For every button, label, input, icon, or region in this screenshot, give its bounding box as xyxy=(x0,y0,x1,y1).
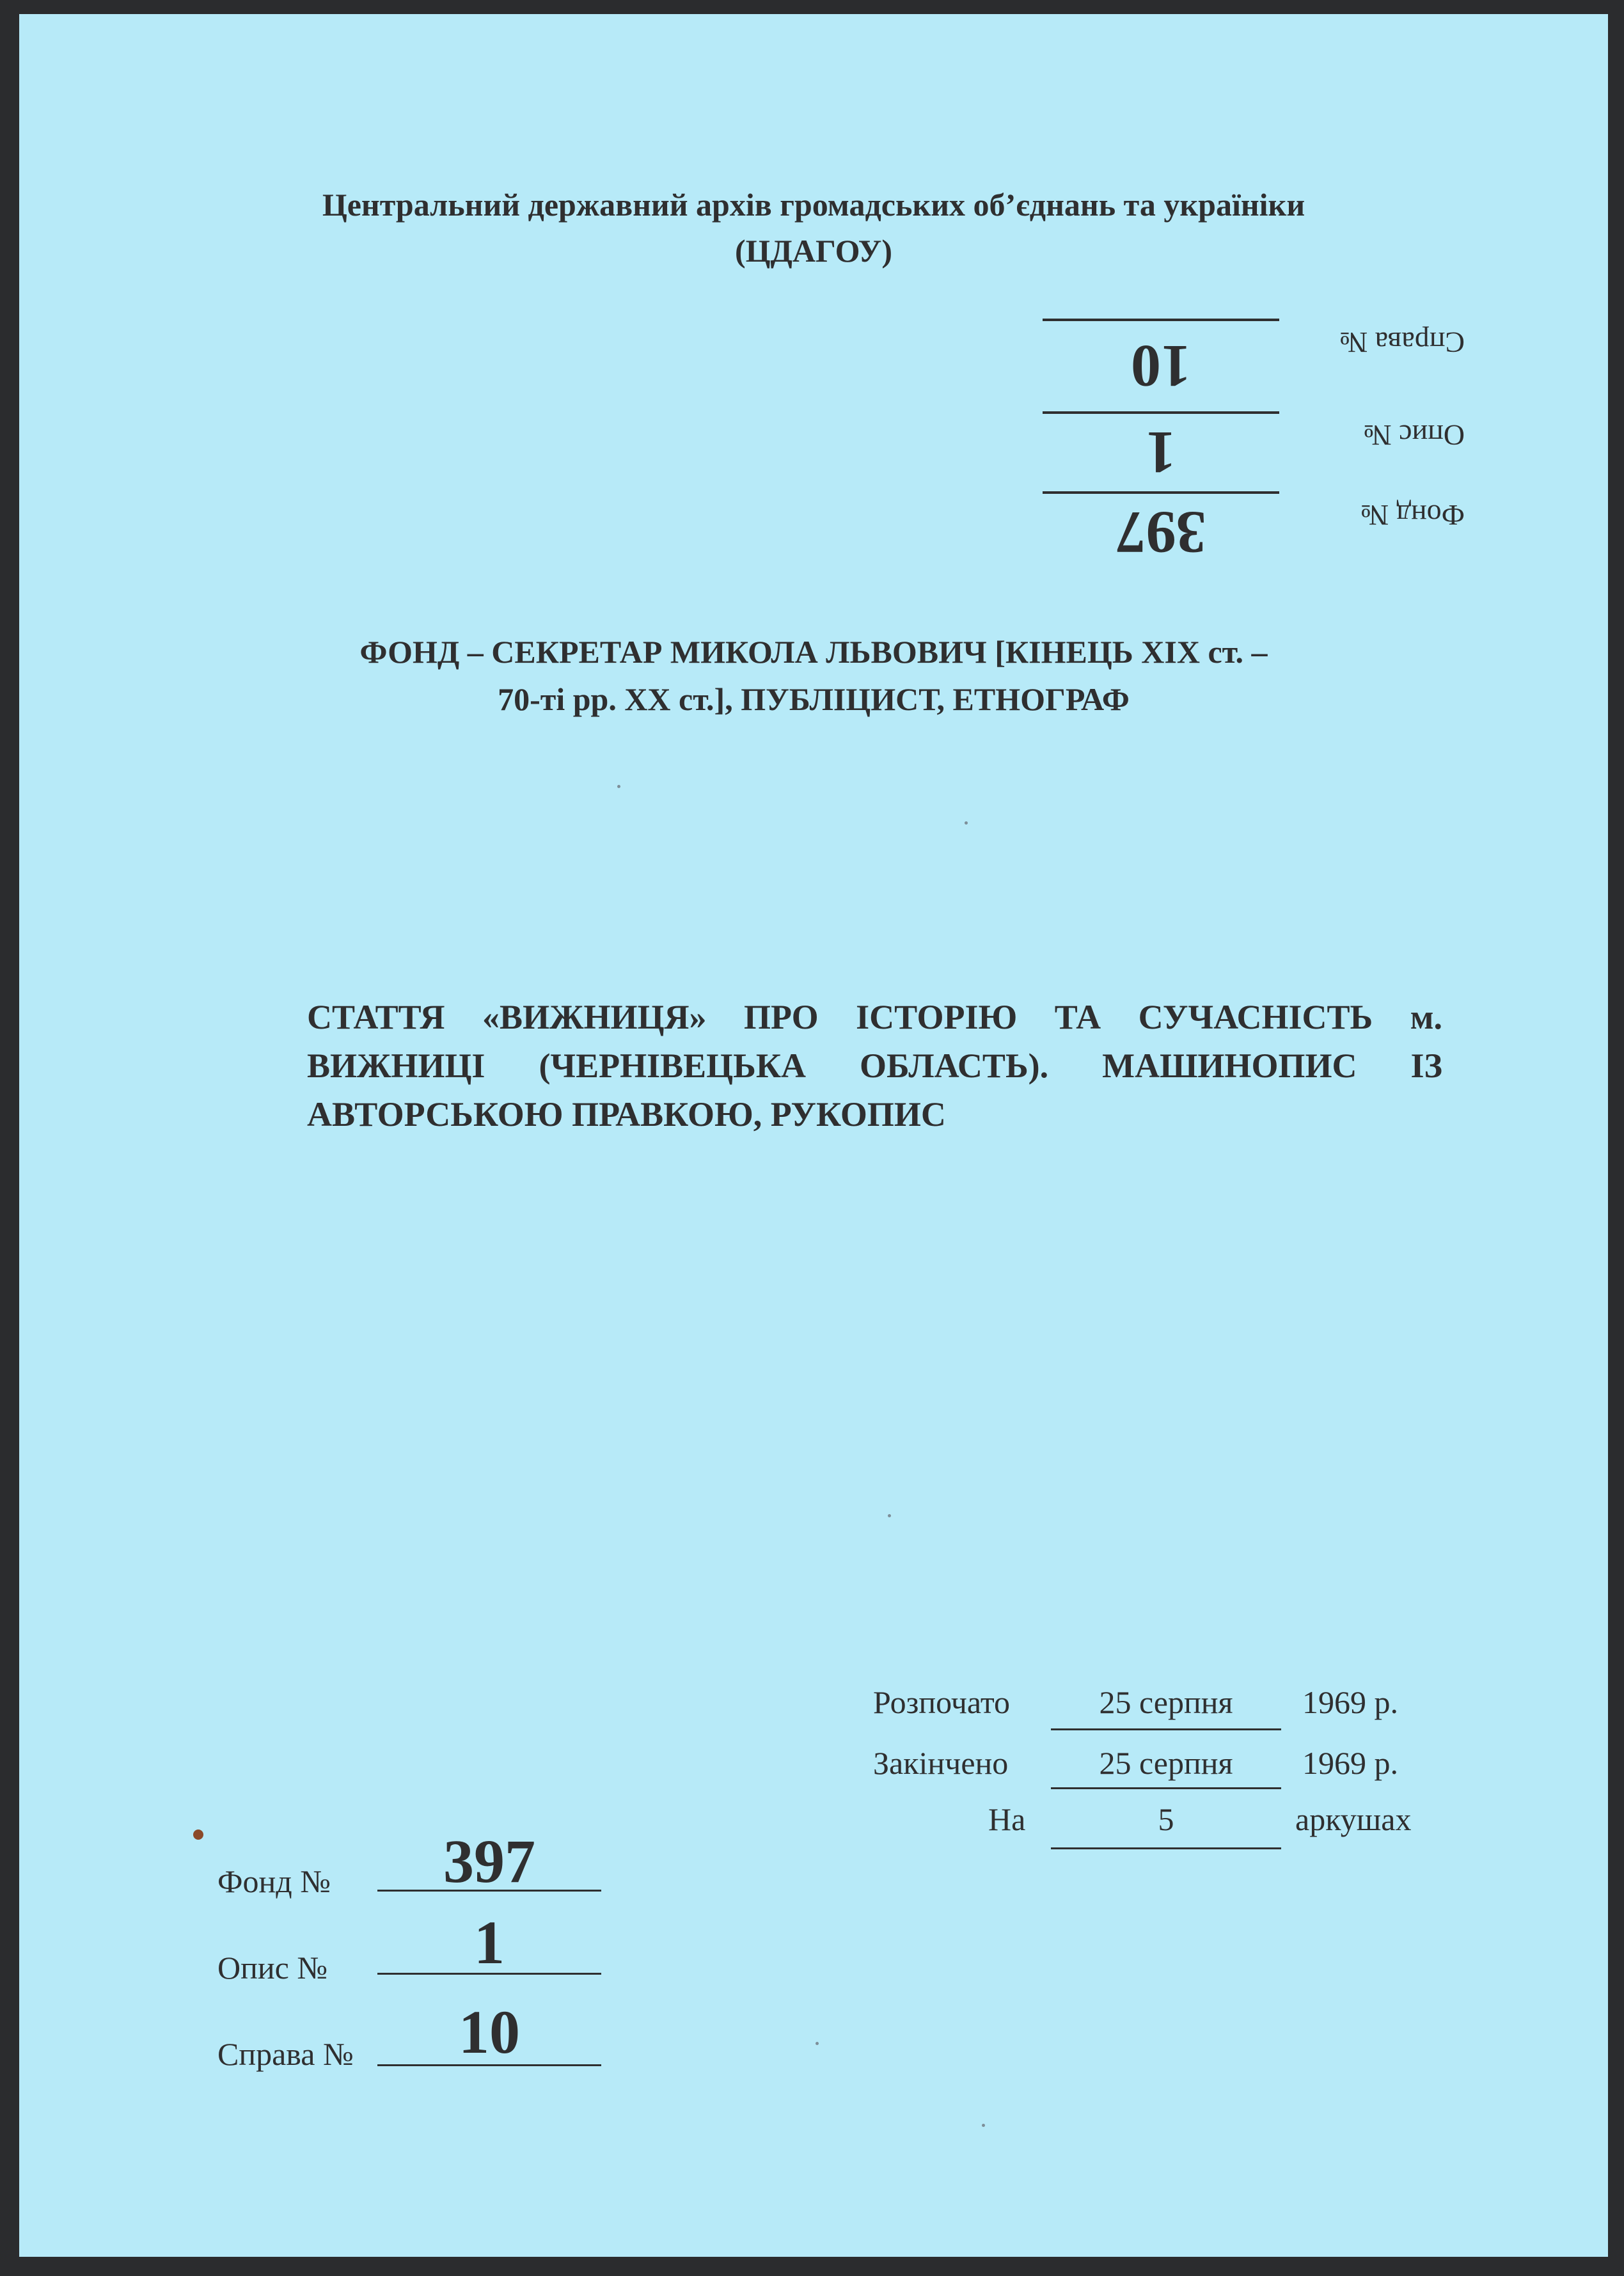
inverted-reference-block xyxy=(979,308,1465,564)
started-underline xyxy=(1051,1728,1281,1730)
inverted-fond-value: 397 xyxy=(1116,499,1206,565)
fond-description xyxy=(19,628,1608,723)
inverted-opys-label: Опис № xyxy=(1363,419,1465,452)
opys-underline xyxy=(377,1973,601,1975)
inverted-sprava-row xyxy=(979,315,1465,399)
started-label: Розпочато xyxy=(873,1684,1011,1720)
paper-speck xyxy=(816,2042,819,2045)
fond-description-line-1: ФОНД – СЕКРЕТАР МИКОЛА ЛЬВОВИЧ [КІНЕЦЬ XIX ст. – xyxy=(359,634,1268,670)
inverted-sprava-label: Справа № xyxy=(1339,326,1465,359)
archive-name: Центральний державний архів громадських об’єднань та україніки xyxy=(322,187,1305,223)
rust-stain-mark xyxy=(193,1829,203,1840)
archive-abbreviation: (ЦДАГОУ) xyxy=(734,233,893,269)
finished-year: 1969 р. xyxy=(1302,1745,1398,1781)
inverted-opys-underline xyxy=(1043,411,1279,414)
opys-value: 1 xyxy=(474,1908,505,1977)
archive-cover-sheet xyxy=(19,14,1608,2257)
opys-label: Опис № xyxy=(217,1950,328,1986)
started-year: 1969 р. xyxy=(1302,1684,1398,1720)
finished-label: Закінчено xyxy=(873,1745,1009,1781)
inverted-opys-value: 1 xyxy=(1146,419,1176,486)
paper-speck xyxy=(617,785,620,788)
paper-speck xyxy=(982,2124,985,2127)
sprava-label: Справа № xyxy=(217,2036,354,2072)
sheets-label: На xyxy=(988,1801,1026,1837)
sprava-value: 10 xyxy=(459,1998,520,2066)
inverted-sprava-value: 10 xyxy=(1131,333,1191,399)
sheets-value: 5 xyxy=(1158,1801,1174,1837)
fond-label: Фонд № xyxy=(217,1863,331,1899)
inverted-opys-row xyxy=(979,407,1465,484)
sheets-unit: аркушах xyxy=(1295,1801,1412,1837)
case-title: СТАТТЯ «ВИЖНИЦЯ» ПРО ІСТОРІЮ ТА СУЧАСНІСТЬ м. ВИЖНИЦІ (ЧЕРНІВЕЦЬКА ОБЛАСТЬ). МАШИНОПИС ІЗ АВТОРСЬКОЮ ПРАВКОЮ, РУКОПИС xyxy=(307,998,1442,1134)
archive-header xyxy=(19,182,1608,274)
started-value: 25 серпня xyxy=(1099,1684,1233,1720)
inverted-fond-label: Фонд № xyxy=(1360,499,1465,532)
finished-underline xyxy=(1051,1787,1281,1789)
sprava-underline xyxy=(377,2064,601,2066)
fond-underline xyxy=(377,1890,601,1892)
sheets-underline xyxy=(1051,1847,1281,1849)
paper-speck xyxy=(965,821,968,825)
finished-value: 25 серпня xyxy=(1099,1745,1233,1781)
inverted-sprava-underline xyxy=(1043,319,1279,321)
inverted-fond-row xyxy=(979,487,1465,564)
inverted-fond-underline xyxy=(1043,491,1279,494)
fond-description-line-2: 70-ті рр. XX ст.], ПУБЛІЦИСТ, ЕТНОГРАФ xyxy=(498,681,1130,717)
fond-value: 397 xyxy=(443,1827,535,1895)
paper-speck xyxy=(888,1514,891,1517)
